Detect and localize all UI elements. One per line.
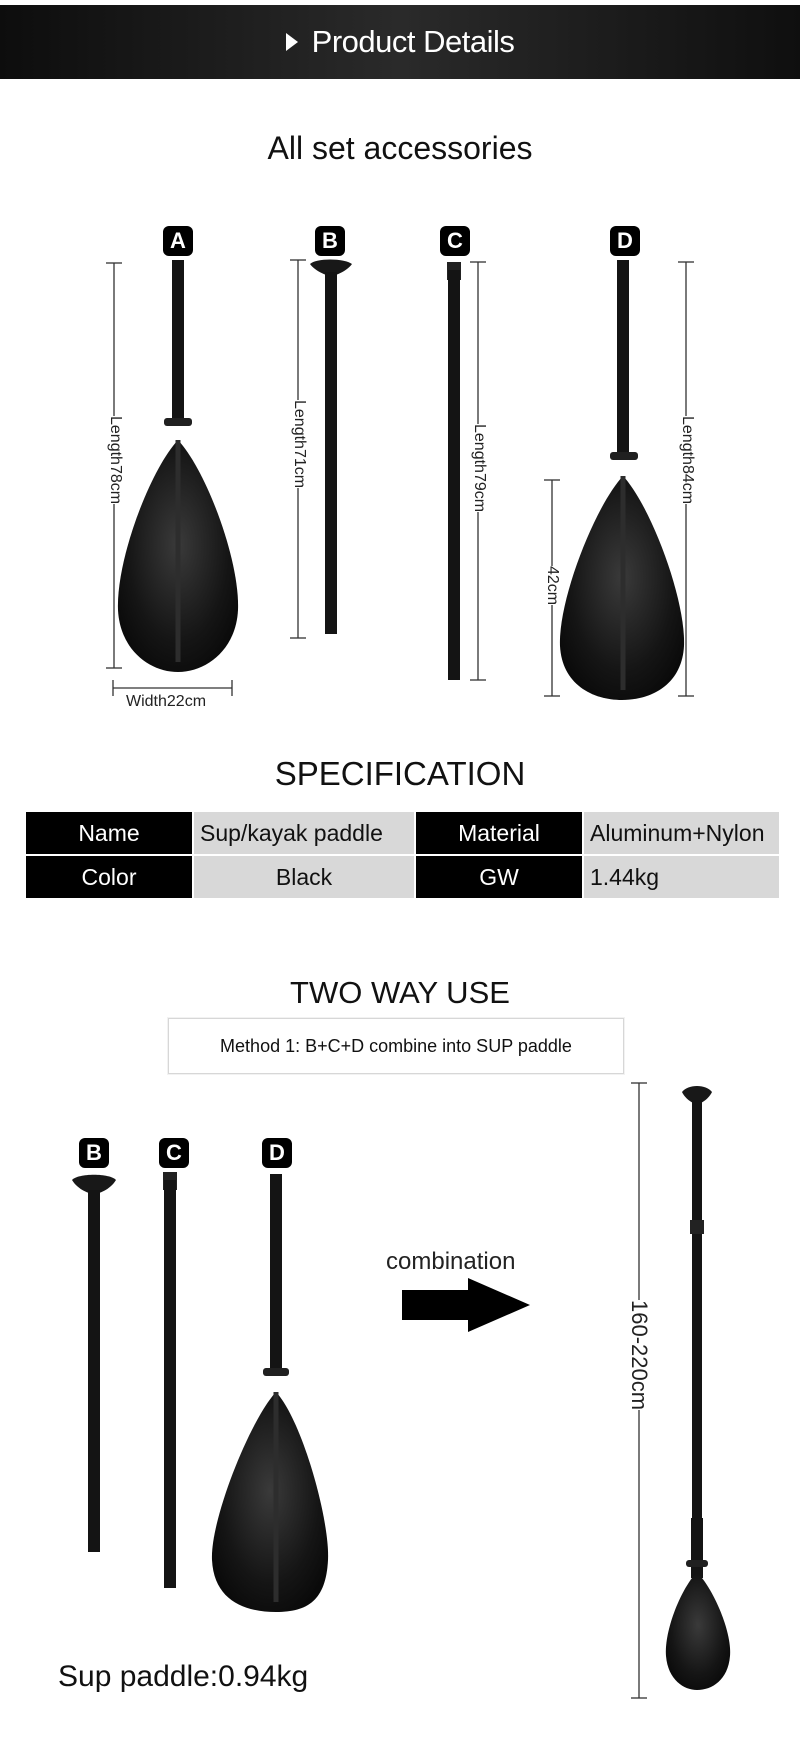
spec-key-material: Material	[416, 812, 582, 854]
badge-d-two-way: D	[262, 1138, 292, 1168]
method-box: Method 1: B+C+D combine into SUP paddle	[168, 1018, 624, 1074]
length-label-a: Length78cm	[107, 416, 124, 505]
spec-value-name: Sup/kayak paddle	[194, 812, 414, 854]
two-way-part-d	[212, 1174, 328, 1612]
two-way-title: TWO WAY USE	[290, 975, 510, 1010]
spec-value-material: Aluminum+Nylon	[584, 812, 779, 854]
badge-d: D	[610, 226, 640, 256]
length-label-c: Length79cm	[471, 424, 488, 513]
spec-key-color: Color	[26, 856, 192, 898]
spec-key-name: Name	[26, 812, 192, 854]
badge-b-two-way: B	[79, 1138, 109, 1168]
spec-value-color: Black	[194, 856, 414, 898]
sup-weight-label: Sup paddle:0.94kg	[58, 1660, 309, 1693]
assembled-sup-paddle	[666, 1086, 730, 1690]
table-row	[26, 856, 779, 898]
combination-arrow-icon	[402, 1278, 530, 1332]
length-label-d: Length84cm	[679, 416, 696, 505]
accessories-title: All set accessories	[267, 130, 533, 166]
part-c-shaft	[447, 262, 461, 680]
part-a-blade	[118, 260, 238, 672]
combination-label: combination	[386, 1248, 516, 1275]
badge-c-two-way: C	[159, 1138, 189, 1168]
specification-table	[24, 810, 781, 900]
badge-b: B	[315, 226, 345, 256]
width-label: Width22cm	[126, 693, 207, 710]
part-d-blade	[560, 260, 684, 700]
two-way-part-c	[163, 1172, 177, 1588]
header-title: Product Details	[311, 24, 515, 59]
table-row	[26, 812, 779, 854]
two-way-part-b	[72, 1175, 116, 1552]
badge-a: A	[163, 226, 193, 256]
specification-title: SPECIFICATION	[274, 755, 526, 792]
length-label-b: Length71cm	[291, 400, 308, 489]
blade-length-label: 42cm	[544, 566, 561, 606]
part-b-handle	[310, 260, 352, 635]
spec-key-gw: GW	[416, 856, 582, 898]
badge-c: C	[440, 226, 470, 256]
spec-value-gw: 1.44kg	[584, 856, 779, 898]
range-label: 160-220cm	[627, 1300, 652, 1411]
